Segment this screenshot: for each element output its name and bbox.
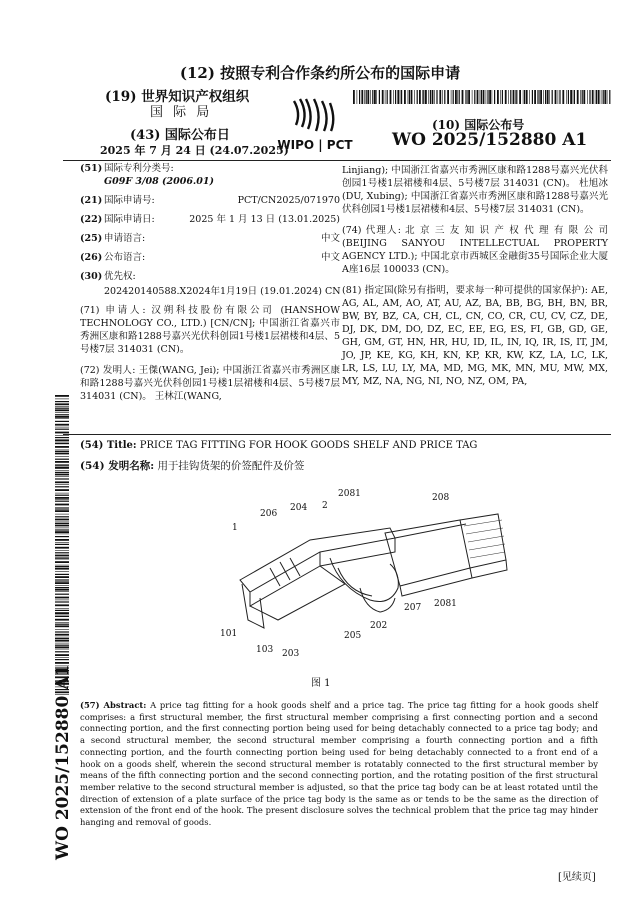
barcode-bar (55, 453, 69, 455)
barcode-bar (55, 478, 69, 479)
barcode-bar (390, 90, 392, 104)
barcode-bar (55, 565, 69, 566)
barcode-bar (55, 646, 69, 648)
barcode-bar (603, 90, 604, 104)
barcode-bar (55, 645, 69, 646)
barcode-bar (379, 90, 380, 104)
barcode-bar (559, 90, 560, 104)
barcode-bar (510, 90, 511, 104)
barcode-bar (519, 90, 521, 104)
barcode-bar (55, 470, 69, 471)
organization-name: (19) 世界知识产权组织 (105, 89, 250, 105)
barcode-bar (55, 446, 69, 448)
barcode-bar (382, 90, 384, 104)
document-title: (12) 按照专利合作条约所公布的国际申请 (179, 64, 461, 82)
barcode-bar (601, 90, 602, 104)
barcode-bar (55, 406, 69, 407)
barcode-bar (439, 90, 441, 104)
barcode-bar (55, 443, 69, 444)
inventor-continued: Linjiang); 中国浙江省嘉兴市秀洲区康和路1288号嘉兴光伏科创园1号楼1层裙楼和4层、5号楼7层 314031 (CN)。 杜旭冰(DU, Xubing); 中国浙江省嘉兴市秀洲区康和路1288号嘉兴光伏科创园1号楼1层裙楼和4层、5号楼7层 314031 (CN)。 (342, 165, 608, 215)
barcode-bar (481, 90, 482, 104)
barcode-bar (483, 90, 485, 104)
agent: (74) 代理人: 北 京 三 友 知 识 产 权 代 理 有 限 公 司 (BEIJING SANYOU INTELLECTUAL PROPERTY AGENCY LTD.); 中国北京市西城区金融街35号国际企业大厦A座16层 100033 (CN)。 (342, 225, 608, 275)
barcode-bar (401, 90, 402, 104)
barcode-bar (374, 90, 376, 104)
barcode-bar (607, 90, 608, 104)
title-english: (54) Title: PRICE TAG FITTING FOR HOOK GOODS SHELF AND PRICE TAG (80, 440, 478, 451)
barcode-bar (537, 90, 538, 104)
barcode-bar (55, 536, 69, 537)
barcode-bar (534, 90, 536, 104)
barcode-bar (55, 625, 69, 627)
barcode-bar (552, 90, 553, 104)
barcode-bar (55, 489, 69, 491)
barcode-bar (414, 90, 415, 104)
svg-text:2: 2 (322, 501, 328, 511)
barcode-bar (55, 600, 69, 601)
svg-text:103: 103 (256, 645, 274, 655)
barcode-bar (55, 634, 69, 636)
svg-text:202: 202 (370, 621, 388, 631)
barcode-bar (577, 90, 579, 104)
barcode-bar (55, 619, 69, 621)
biblio-row: (22) 国际申请日: 2025 年 1 月 13 日 (13.01.2025) (80, 214, 340, 225)
barcode-bar (489, 90, 491, 104)
barcode-bar (486, 90, 487, 104)
barcode-bar (462, 90, 464, 104)
barcode-bar (55, 416, 69, 418)
barcode-bar (524, 90, 525, 104)
publication-date-label: (43) 国际公布日 (130, 128, 230, 143)
barcode-bar (55, 409, 69, 411)
barcode-bar (55, 464, 69, 465)
barcode-bar (55, 651, 69, 652)
barcode-bar (55, 534, 69, 535)
barcode-bar (55, 450, 69, 451)
barcode-bar (55, 522, 69, 523)
barcode-bar (516, 90, 517, 104)
svg-text:207: 207 (404, 603, 422, 613)
barcode-bar (55, 604, 69, 606)
barcode-bar (55, 510, 69, 512)
barcode-bar (513, 90, 515, 104)
barcode-bar (480, 90, 481, 104)
barcode-bar (404, 90, 406, 104)
applicant: (71) 申请人: 汉朔科技股份有限公司 (HANSHOW TECHNOLOGY CO., LTD.) [CN/CN]; 中国浙江省嘉兴市秀洲区康和路1288号嘉兴光伏科创园1号楼1层裙楼和4层、5号楼7层 314031 (CN)。 (80, 305, 340, 355)
barcode-bar (55, 557, 69, 558)
barcode-bar (55, 504, 69, 506)
svg-text:203: 203 (282, 649, 300, 659)
barcode-bar (55, 507, 69, 508)
biblio-row: (30) 优先权: (80, 271, 136, 282)
barcode-bar (55, 501, 69, 502)
barcode-bar (393, 90, 394, 104)
barcode-bar (55, 412, 69, 413)
barcode-bar (55, 587, 69, 588)
barcode-bar (432, 90, 434, 104)
barcode-bar (55, 610, 69, 611)
barcode-bar (494, 90, 495, 104)
barcode-bar (55, 539, 69, 541)
barcode-bar (428, 90, 429, 104)
svg-text:208: 208 (432, 493, 450, 503)
barcode-bar (526, 90, 528, 104)
barcode-bar (465, 90, 466, 104)
barcode-bar (387, 90, 388, 104)
barcode-bar (444, 90, 445, 104)
barcode-bar (549, 90, 550, 104)
barcode-bar (570, 90, 572, 104)
svg-text:204: 204 (290, 503, 308, 513)
barcode-bar (55, 499, 69, 500)
barcode-bar (55, 608, 69, 609)
barcode-bar (417, 90, 418, 104)
barcode-bar (55, 594, 69, 595)
barcode-bar (604, 90, 606, 104)
barcode-bar (583, 90, 585, 104)
title-chinese: (54) 发明名称: 用于挂钩货架的价签配件及价签 (80, 460, 305, 472)
barcode-bar (55, 437, 69, 438)
barcode-bar (55, 459, 69, 460)
barcode-bar (55, 561, 69, 563)
barcode-bar (529, 90, 530, 104)
barcode-bar (540, 90, 542, 104)
biblio-row: (21) 国际申请号: PCT/CN2025/071970 (80, 195, 340, 206)
barcode-bar (500, 90, 501, 104)
barcode-bar (425, 90, 427, 104)
barcode-bar (55, 662, 69, 664)
barcode-bar (459, 90, 460, 104)
barcode-bar (55, 555, 69, 557)
barcode-bar (55, 591, 69, 592)
barcode-bar (55, 528, 69, 529)
barcode-bar (562, 90, 564, 104)
barcode-bar (505, 90, 507, 104)
barcode-bar (55, 399, 69, 400)
biblio-row: (26) 公布语言: 中文 (80, 252, 340, 263)
barcode-bar (55, 550, 69, 551)
barcode-bar (447, 90, 449, 104)
barcode-bar (376, 90, 377, 104)
barcode-bar (55, 574, 69, 575)
vertical-barcode-icon (55, 395, 69, 695)
barcode-bar (55, 529, 69, 530)
designated-states: (81) 指定国(除另有指明，要求每一种可提供的国家保护): AE, AG, AL, AM, AO, AT, AU, AZ, BA, BB, BG, BH, BN, BR, BW, BY, BZ, CA, CH, CL, CN, CO, CR, CU, CV, CZ, DE, DJ, DK, DM, DO, DZ, EC, EE, EG, ES, FI, GB, GD, GE, GH, GM, GT, HN, HR, HU, ID, IL, IN, IQ, IR, IS, IT, JM, JO, JP, KE, KG, KH, KN, KP, KR, KW, KZ, LA, LC, LK, LR, LS, LU, LY, MA, MD, MG, MK, MN, MU, MW, MX, MY, MZ, NA, NG, NI, NO, NZ, OM, PA, (342, 285, 608, 387)
barcode-bar (55, 624, 69, 625)
barcode-bar (55, 442, 69, 443)
barcode-bar (568, 90, 569, 104)
wipo-emblem-icon (258, 93, 372, 155)
barcode-bar (55, 435, 69, 436)
barcode-bar (466, 90, 467, 104)
barcode-bar (397, 90, 399, 104)
barcode-bar (508, 90, 509, 104)
barcode-bar (55, 421, 69, 422)
barcode-bar (409, 90, 410, 104)
barcode-bar (434, 90, 435, 104)
barcode-bar (589, 90, 590, 104)
barcode-bar (487, 90, 488, 104)
barcode-bar (55, 531, 69, 533)
svg-text:2081: 2081 (338, 489, 361, 499)
svg-text:205: 205 (344, 631, 362, 641)
barcode-bar (422, 90, 423, 104)
barcode-bar (55, 601, 69, 602)
barcode-bar (580, 90, 581, 104)
barcode-bar (55, 571, 69, 572)
svg-text:1: 1 (232, 523, 238, 533)
barcode-bar (55, 439, 69, 441)
barcode-bar (55, 519, 69, 521)
barcode-bar (55, 622, 69, 623)
barcode-bar (55, 552, 69, 553)
barcode-bar (497, 90, 499, 104)
biblio-row: (51) 国际专利分类号: (80, 163, 174, 174)
barcode-bar (55, 637, 69, 638)
barcode-bar (436, 90, 437, 104)
side-publication-number: WO 2025/152880 A1 (53, 664, 73, 860)
barcode-bar (55, 493, 69, 494)
barcode-bar (430, 90, 431, 104)
barcode-bar (55, 523, 69, 524)
barcode-bar (55, 497, 69, 499)
bibliographic-right (342, 164, 608, 388)
barcode-bar (55, 467, 69, 469)
barcode-bar (523, 90, 524, 104)
barcode-bar (543, 90, 544, 104)
barcode-bar (545, 90, 546, 104)
barcode-bar (515, 90, 516, 104)
barcode-bar (573, 90, 574, 104)
barcode-bar (55, 414, 69, 415)
barcode-bar (472, 90, 473, 104)
barcode-bar (538, 90, 539, 104)
barcode-bar (55, 403, 69, 405)
barcode-bar (55, 542, 69, 543)
barcode-bar (55, 427, 69, 428)
barcode-bar (55, 615, 69, 616)
barcode-bar (55, 495, 69, 496)
barcode-bar (55, 465, 69, 466)
svg-text:WIPO | PCT: WIPO | PCT (277, 138, 353, 152)
barcode-bar (55, 456, 69, 457)
barcode-bar (555, 90, 557, 104)
barcode-bar (55, 508, 69, 509)
barcode-bar (55, 424, 69, 426)
barcode-bar (566, 90, 567, 104)
barcode-bar (55, 612, 69, 614)
barcode-bar (55, 643, 69, 644)
barcode-bar (55, 418, 69, 419)
barcode-bar (477, 90, 479, 104)
barcode-bar (609, 90, 610, 104)
organization-bureau: 国 际 局 (150, 105, 213, 120)
barcode-bar (596, 90, 597, 104)
biblio-row: (25) 申请语言: 中文 (80, 233, 340, 244)
barcode-bar (453, 90, 454, 104)
barcode-bar (55, 566, 69, 567)
barcode-bar (532, 90, 533, 104)
barcode-bar (55, 597, 69, 599)
barcode-bar (55, 629, 69, 630)
barcode-bar (582, 90, 583, 104)
barcode-bar (55, 451, 69, 452)
barcode-bar (55, 582, 69, 584)
barcode-bar (598, 90, 600, 104)
barcode-bar (55, 616, 69, 617)
barcode-bar (55, 476, 69, 477)
barcode-bar (55, 654, 69, 656)
barcode-bar (55, 514, 69, 515)
barcode-bar (55, 576, 69, 578)
barcode-bar (474, 90, 475, 104)
barcode-bar (55, 649, 69, 650)
barcode-bar (442, 90, 443, 104)
barcode-bar (55, 484, 69, 485)
barcode-bar (55, 401, 69, 402)
svg-text:206: 206 (260, 509, 278, 519)
barcode-bar (558, 90, 559, 104)
barcode-bar (502, 90, 503, 104)
barcode-bar (457, 90, 458, 104)
barcode-bar (468, 90, 470, 104)
barcode-bar (592, 90, 594, 104)
barcode-bar (408, 90, 409, 104)
publication-date-value: 2025 年 7 月 24 日 (24.07.2025) (100, 144, 289, 157)
barcode-bar (55, 568, 69, 570)
barcode-bar (395, 90, 396, 104)
svg-text:2081: 2081 (434, 599, 457, 609)
barcode-bar (55, 547, 69, 549)
barcode-bar (55, 525, 69, 527)
barcode-bar (55, 585, 69, 586)
barcode-bar (55, 429, 69, 430)
barcode-bar (55, 516, 69, 517)
barcode-icon (353, 90, 611, 104)
figure-caption: 图 1 (311, 678, 331, 689)
figure-labels (220, 489, 457, 659)
barcode-bar (55, 589, 69, 591)
wipo-logo (258, 93, 372, 155)
barcode-bar (55, 474, 69, 476)
barcode-bar (385, 90, 386, 104)
publication-number-label: (10) 国际公布号 (432, 118, 525, 132)
barcode-bar (587, 90, 588, 104)
barcode-bar (547, 90, 549, 104)
barcode-bar (55, 408, 69, 409)
barcode-bar (55, 472, 69, 473)
biblio-row: 202420140588.X 2024年1月19日 (19.01.2024) CN (104, 286, 341, 297)
barcode-bar (419, 90, 421, 104)
barcode-bar (451, 90, 452, 104)
barcode-bar (492, 90, 493, 104)
barcode-bar (55, 395, 69, 397)
barcode-bar (55, 631, 69, 632)
barcode-bar (55, 544, 69, 545)
barcode-bar (55, 657, 69, 658)
barcode-bar (55, 579, 69, 580)
figure-drawing (220, 488, 520, 663)
abstract: (57) Abstract: A price tag fitting for a hook goods shelf and a price tag. The price tag fitting for a hook goods shelf comprises: a first structural member, the first structural member comprising a first connecting portion and a second connecting portion, and the first connecting portion being used for being detachably connected to a price tag body; and a second structural member, the second structural member comprising a fourth connecting portion and a fifth connecting portion, and the fourth connecting portion being used for being detachably connected to a front end of a hook on a goods shelf, wherein the second structural member is rotatably connected to the first structural member by means of the fifth connecting portion and the second connecting portion, and the rotating position of the first structural member relative to the second structural member is adjusted, so that the price tag body can be at least rotated until the direction of extension of a plate surface of the price tag body is the same as or tends to be the same as the direction of extension of the front end of the hook. The present disclosure solves the technical problem that the price tag may hinder hanging and removal of goods. (80, 700, 598, 828)
bibliographic-left (80, 162, 340, 403)
continued-note: [见续页] (558, 872, 596, 883)
barcode-bar (595, 90, 596, 104)
barcode-bar (55, 486, 69, 487)
barcode-bar (455, 90, 457, 104)
barcode-bar (55, 580, 69, 581)
barcode-bar (400, 90, 401, 104)
svg-text:101: 101 (220, 629, 238, 639)
barcode-bar (55, 640, 69, 642)
publication-number-value: WO 2025/152880 A1 (392, 130, 588, 150)
barcode-bar (55, 481, 69, 483)
barcode-bar (55, 659, 69, 660)
barcode-bar (372, 90, 373, 104)
barcode-bar (55, 461, 69, 463)
barcode-bar (411, 90, 413, 104)
barcode-bar (574, 90, 575, 104)
biblio-row: G09F 3/08 (2006.01) (104, 176, 214, 187)
barcode-bar (423, 90, 424, 104)
inventor: (72) 发明人: 王傑(WANG, Jei); 中国浙江省嘉兴市秀洲区康和路1288号嘉兴光伏科创园1号楼1层裙楼和4层、5号楼7层 314031 (CN)。 王林江(WANG, (80, 365, 340, 402)
header-divider (63, 160, 611, 161)
barcode-bar (55, 638, 69, 639)
barcode-bar (55, 558, 69, 559)
title-divider (63, 434, 611, 435)
